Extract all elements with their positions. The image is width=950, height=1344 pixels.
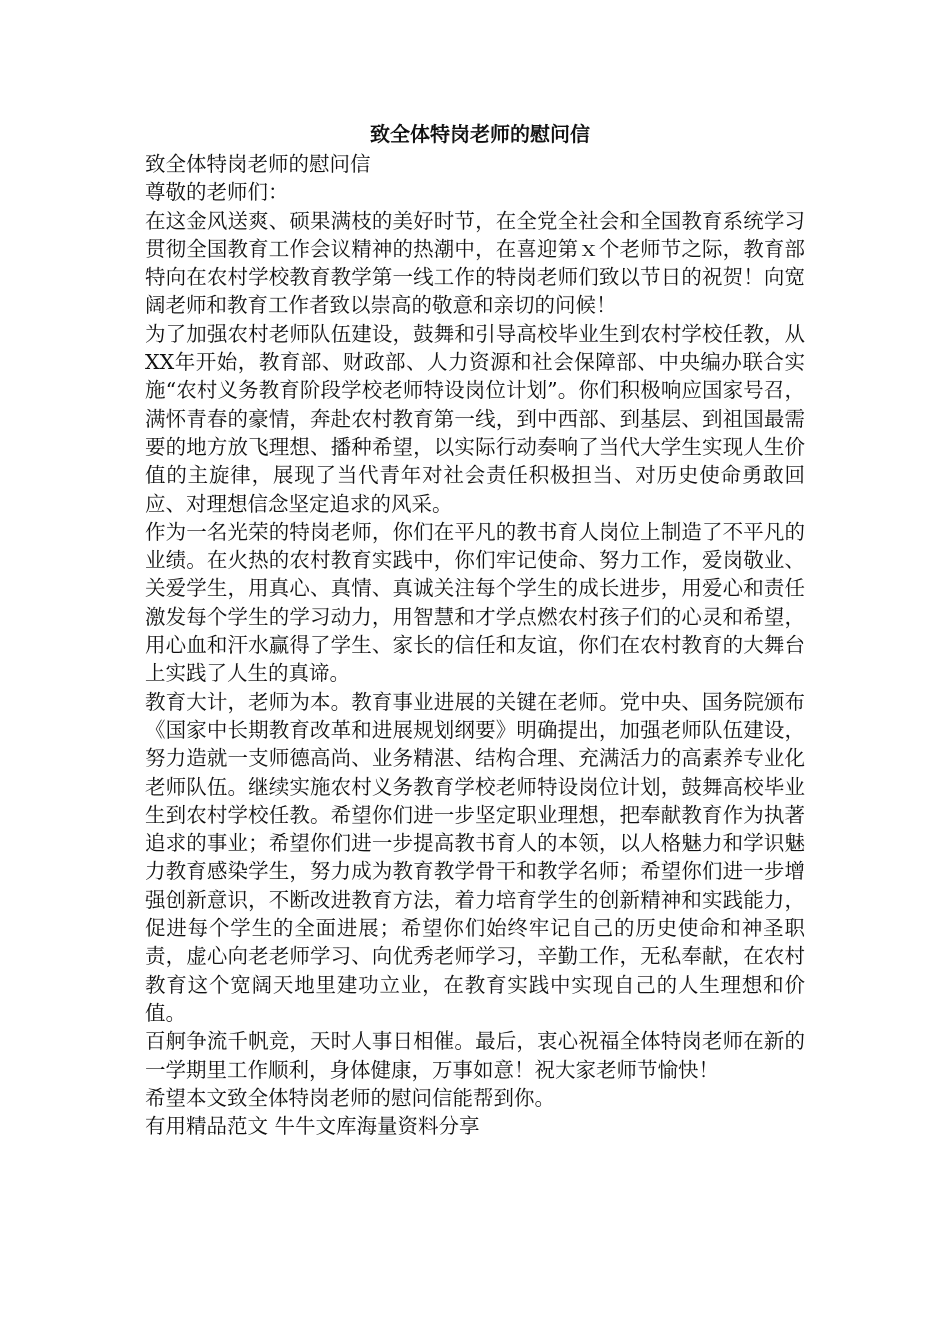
- closing-line: 希望本文致全体特岗老师的慰问信能帮到你。: [145, 1085, 555, 1110]
- paragraph-3: 作为一名光荣的特岗老师，你们在平凡的教书育人岗位上制造了不平凡的业绩。在火热的农村教育实践中，你们牢记使命、努力工作，爱岗敬业、关爱学生，用真心、真情、真诚关注每个学生的成长进步，用爱心和责任激发每个学生的学习动力，用智慧和才学点燃农村孩子们的心灵和希望，用心血和汗水赢得了学生、家长的信任和友谊，你们在农村教育的大舞台上实践了人生的真谛。: [145, 519, 805, 686]
- paragraph-2: 为了加强农村老师队伍建设，鼓舞和引导高校毕业生到农村学校任教，从XX年开始，教育部、财政部、人力资源和社会保障部、中央编办联合实施“农村义务教育阶段学校老师特设岗位计划”。你们积极响应国家号召，满怀青春的豪情，奔赴农村教育第一线，到中西部、到基层、到祖国最需要的地方放飞理想、播种希望，以实际行动奏响了当代大学生实现人生价值的主旋律，展现了当代青年对社会责任积极担当、对历史使命勇敢回应、对理想信念坚定追求的风采。: [145, 321, 805, 516]
- paragraph-5: 百舸争流千帆竞，天时人事日相催。最后，衷心祝福全体特岗老师在新的一学期里工作顺利，身体健康，万事如意！祝大家老师节愉快！: [145, 1029, 805, 1082]
- salutation: 尊敬的老师们：: [145, 180, 289, 205]
- paragraph-1: 在这金风送爽、硕果满枝的美好时节，在全党全社会和全国教育系统学习贯彻全国教育工作会议精神的热潮中，在喜迎第ｘ个老师节之际，教育部特向在农村学校教育教学第一线工作的特岗老师们致以节日的祝贺！向宽阔老师和教育工作者致以崇高的敬意和亲切的问候！: [145, 208, 805, 318]
- document-page: [145, 118, 805, 1140]
- footer-note: 有用精品范文 牛牛文库海量资料分享: [145, 1114, 480, 1139]
- document-subtitle: 致全体特岗老师的慰问信: [145, 152, 371, 176]
- paragraph-4: 教育大计，老师为本。教育事业进展的关键在老师。党中央、国务院颁布《国家中长期教育改革和进展规划纲要》明确提出，加强老师队伍建设，努力造就一支师德高尚、业务精湛、结构合理、充满活力的高素养专业化老师队伍。继续实施农村义务教育学校老师特设岗位计划，鼓舞高校毕业生到农村学校任教。希望你们进一步坚定职业理想，把奉献教育作为执著追求的事业；希望你们进一步提高教书育人的本领，以人格魅力和学识魅力教育感染学生，努力成为教育教学骨干和教学名师；希望你们进一步增强创新意识，不断改进教育方法，着力培育学生的创新精神和实践能力，促进每个学生的全面进展；希望你们始终牢记自己的历史使命和神圣职责，虚心向老老师学习、向优秀老师学习，辛勤工作，无私奉献，在农村教育这个宽阔天地里建功立业，在教育实践中实现自己的人生理想和价值。: [145, 689, 805, 1025]
- document-title: 致全体特岗老师的慰问信: [370, 122, 590, 146]
